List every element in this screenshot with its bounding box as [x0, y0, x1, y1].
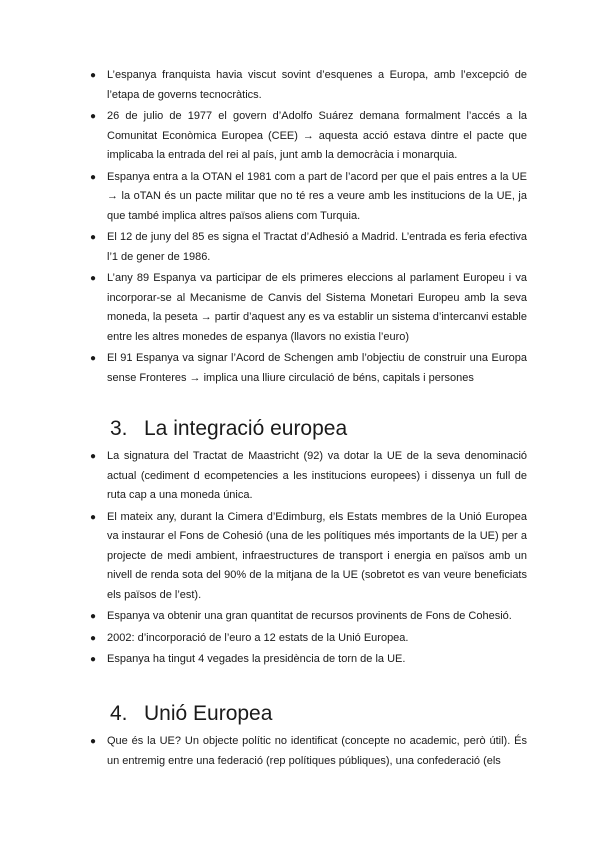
list-item-text: L’espanya franquista havia viscut sovint d’esquenes a Europa, amb l’excepció de l’etapa de governs tecnocràtics. — [107, 69, 527, 101]
section-heading-integracio — [110, 416, 347, 442]
section-title: Unió Europea — [144, 702, 273, 725]
section-heading-unio-europea — [110, 701, 272, 727]
list-item-text: Espanya va obtenir una gran quantitat de recursos provinents de Fons de Cohesió. — [107, 610, 512, 623]
integration-bullet-list — [90, 447, 527, 672]
bullet-icon: ● — [90, 171, 97, 183]
bullet-icon: ● — [90, 110, 97, 122]
list-item-text: 2002: d’incorporació de l’euro a 12 estats de la Unió Europea. — [107, 631, 409, 644]
list-item-text: Espanya entra a la OTAN el 1981 com a part de l’acord per que el pais entres a la UE → la oTAN és un pacte militar que no té res a veure amb les institucions de la UE, ja que també implica altres països aliens com Turquia. — [107, 170, 527, 222]
list-item-text: L’any 89 Espanya va participar de els primeres eleccions al parlament Europeu i va incorporar-se al Mecanisme de Canvis del Sistema Monetari Europeu amb la seva moneda, la peseta → partir d’aquest any es va establir un sistema d’intercanvi estable entre les altres monedes de espanya (llavors no existia l’euro) — [107, 272, 527, 343]
bullet-icon: ● — [90, 511, 97, 523]
list-item — [90, 269, 527, 347]
list-item-text: Espanya ha tingut 4 vegades la presidència de torn de la UE. — [107, 653, 406, 666]
bullet-icon: ● — [90, 232, 97, 244]
list-item-text: La signatura del Tractat de Maastricht (92) va dotar la UE de la seva denominació actual (cediment d ecompetencies a les institucions europees) i dissenya un full de ruta cap a una moneda única. — [107, 450, 527, 502]
bullet-icon: ● — [90, 632, 97, 644]
bullet-icon: ● — [90, 736, 97, 747]
section-number: 3. — [110, 417, 128, 440]
list-item-text: Que és la UE? Un objecte polític no identificat (concepte no academic, però útil). És un entremig entre una federació (rep polítiques públiques), una confederació (els — [107, 735, 527, 767]
bullet-icon: ● — [90, 654, 97, 666]
list-item-text: El mateix any, durant la Cimera d’Edimburg, els Estats membres de la Unió Europea va instaurar el Fons de Cohesió (una de les polítiques més importants de la UE) per a projecte de medi ambient, infraestructures de transport i energia en països amb un nivell de renda sota del 90% de la mitjana de la UE (sobretot es van veure beneficiats els països de l’est). — [107, 510, 527, 601]
list-item — [90, 228, 527, 267]
section-title: La integració europea — [144, 417, 348, 440]
list-item — [90, 168, 527, 227]
list-item — [90, 349, 527, 388]
history-bullet-list — [90, 66, 527, 390]
list-item — [90, 607, 527, 627]
list-item-text: El 91 Espanya va signar l’Acord de Schengen amb l’objectiu de construir una Europa sense Fronteres → implica una lliure circulació de béns, capitals i persones — [107, 352, 527, 384]
list-item-text: El 12 de juny del 85 es signa el Tractat d’Adhesió a Madrid. L’entrada es feria efectiva l’1 de gener de 1986. — [107, 231, 527, 263]
list-item — [90, 447, 527, 506]
bullet-icon: ● — [90, 353, 97, 365]
list-item-text: 26 de julio de 1977 el govern d’Adolfo Suárez demana formalment l’accés a la Comunitat Econòmica Europea (CEE) → aquesta acció estava dintre el pacte que implicaba la entrada del rei al país, junt amb la democràcia i monarquia. — [107, 109, 527, 162]
list-item — [90, 107, 527, 166]
bullet-icon: ● — [90, 273, 97, 285]
list-item — [90, 629, 527, 649]
bullet-icon: ● — [90, 611, 97, 623]
list-item — [90, 650, 527, 670]
section-number: 4. — [110, 702, 128, 725]
bullet-icon: ● — [90, 70, 97, 81]
eu-bullet-list — [90, 732, 527, 773]
list-item — [90, 66, 527, 105]
list-item — [90, 732, 527, 771]
bullet-icon: ● — [90, 451, 97, 462]
list-item — [90, 508, 527, 606]
